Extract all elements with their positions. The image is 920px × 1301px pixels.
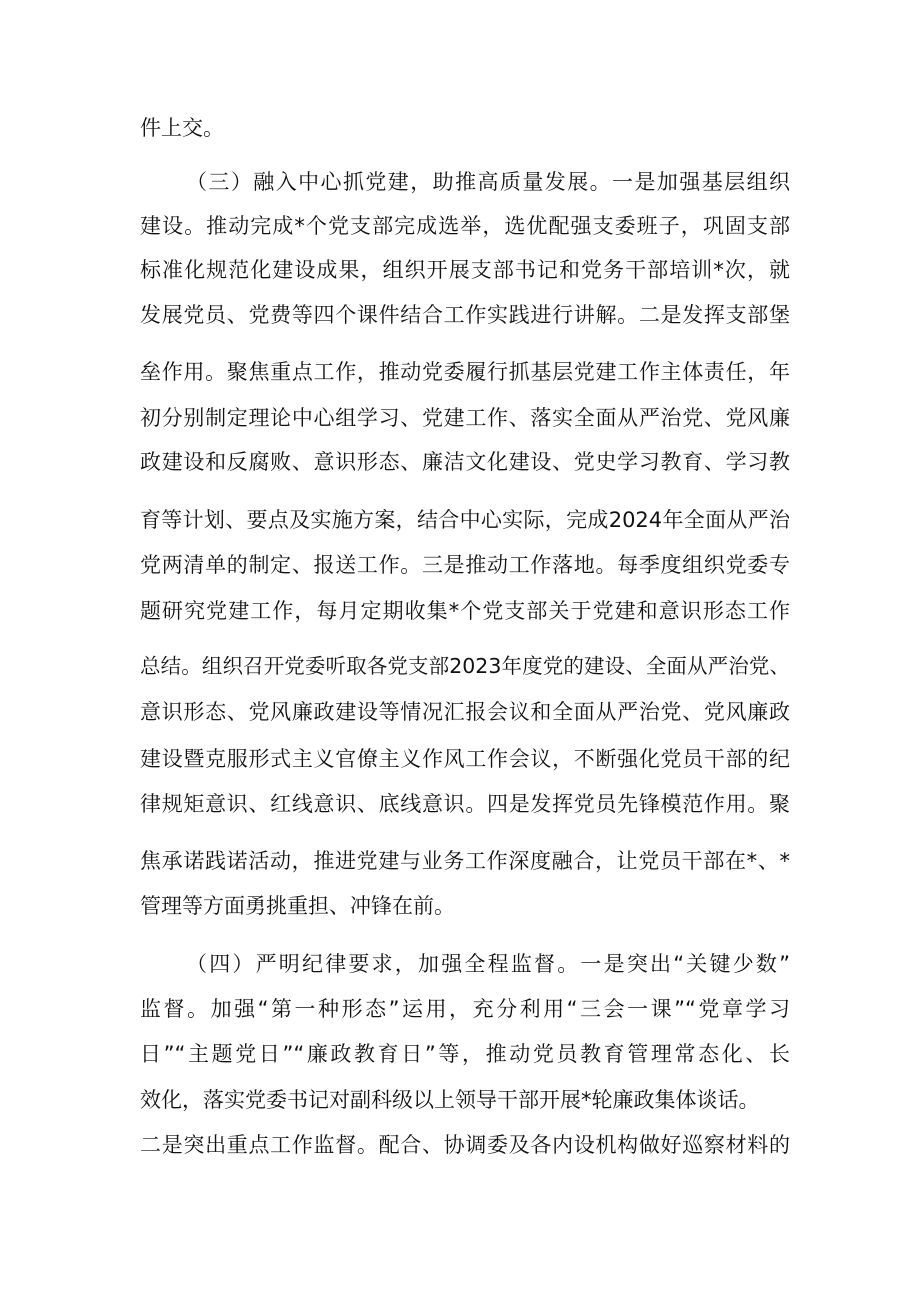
text-line-12: 总结。组织召开党委听取各党支部2023年度党的建设、全面从严治党、	[140, 654, 790, 678]
text-line-11: 题研究党建工作，每月定期收集*个党支部关于党建和意识形态工作	[140, 599, 790, 623]
text-line-5: 发展党员、党费等四个课件结合工作实践进行讲解。二是发挥支部堡	[140, 303, 790, 327]
text-line-13: 意识形态、党风廉政建设等情况汇报会议和全面从严治党、党风廉政	[140, 700, 790, 724]
text-line-18-section-4-heading: （四）严明纪律要求，加强全程监督。一是突出“关键少数”	[186, 952, 790, 976]
text-line-6: 垒作用。聚焦重点工作，推动党委履行抓基层党建工作主体责任，年	[140, 360, 790, 384]
text-line-21: 效化，落实党委书记对副科级以上领导干部开展*轮廉政集体谈话。	[140, 1088, 760, 1112]
text-line-8: 政建设和反腐败、意识形态、廉洁文化建设、党史学习教育、学习教	[140, 450, 790, 474]
text-line-16: 焦承诺践诺活动，推进党建与业务工作深度融合，让党员干部在*、*	[140, 849, 790, 873]
text-line-4: 标准化规范化建设成果，组织开展支部书记和党务干部培训*次，就	[140, 258, 790, 282]
text-line-10: 党两清单的制定、报送工作。三是推动工作落地。每季度组织党委专	[140, 553, 790, 577]
text-line-19: 监督。加强“第一种形态”运用，充分利用“三会一课”“党章学习	[140, 997, 790, 1021]
text-line-17: 管理等方面勇挑重担、冲锋在前。	[140, 894, 455, 918]
text-line-15: 律规矩意识、红线意识、底线意识。四是发挥党员先锋模范作用。聚	[140, 792, 790, 816]
text-line-14: 建设暨克服形式主义官僚主义作风工作会议，不断强化党员干部的纪	[140, 747, 790, 771]
text-line-2-section-3-heading: （三）融入中心抓党建，助推高质量发展。一是加强基层组织	[186, 170, 790, 194]
text-line-22: 二是突出重点工作监督。配合、协调委及各内设机构做好巡察材料的	[140, 1133, 790, 1157]
text-line-3: 建设。推动完成*个党支部完成选举，选优配强支委班子，巩固支部	[140, 214, 790, 238]
text-line-7: 初分别制定理论中心组学习、党建工作、落实全面从严治党、党风廉	[140, 406, 790, 430]
text-line-1: 件上交。	[140, 116, 224, 140]
text-line-9: 育等计划、要点及实施方案，结合中心实际，完成2024年全面从严治	[140, 508, 790, 532]
text-line-20: 日”“主题党日”“廉政教育日”等，推动党员教育管理常态化、长	[140, 1042, 790, 1066]
